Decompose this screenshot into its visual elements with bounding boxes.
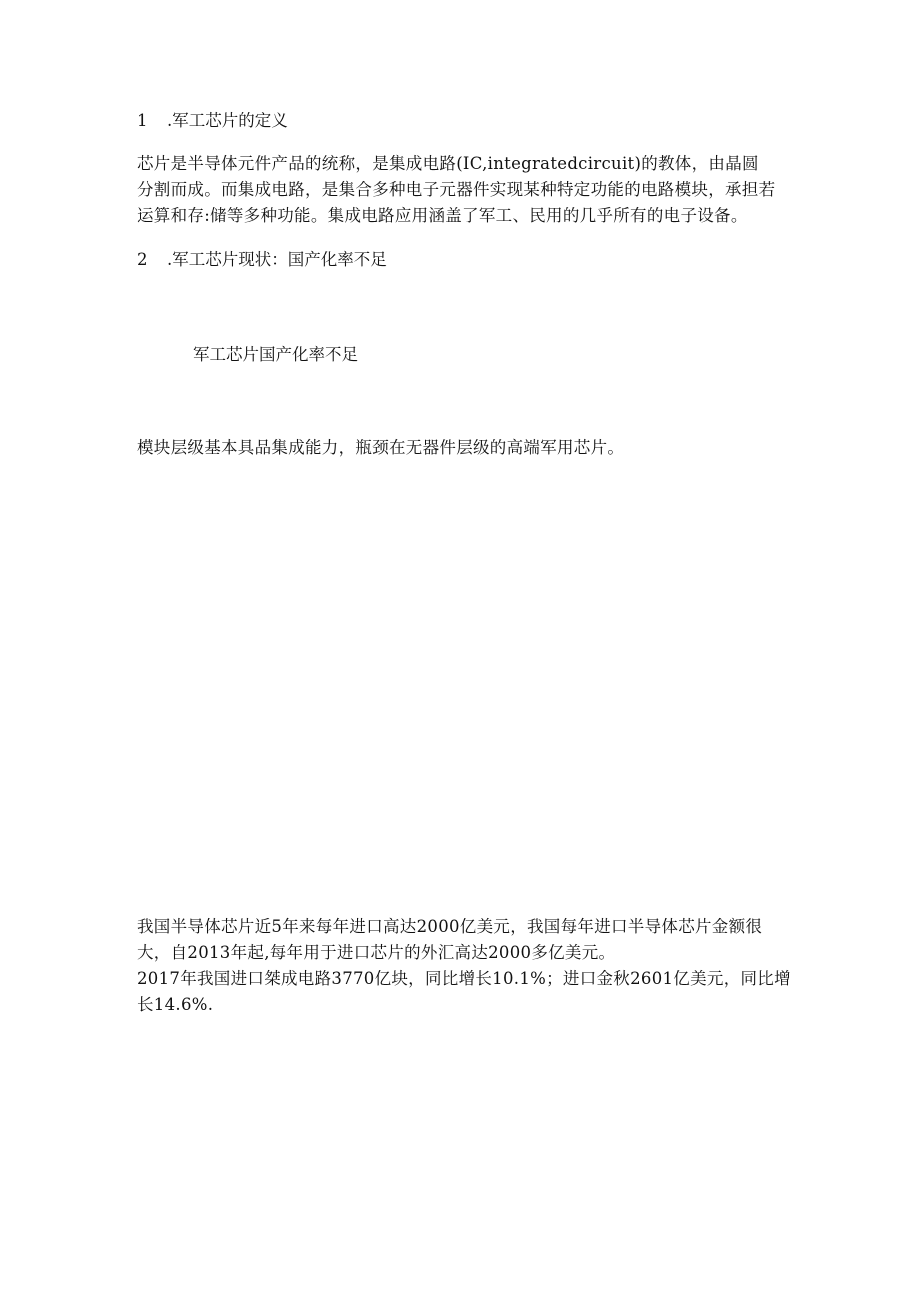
- section-1-number: 1: [137, 111, 148, 130]
- imports-line-3: 2017年我国进口桀成电路3770亿块，同比增长10.1%；进口金秋2601亿美元，同比增: [137, 969, 791, 988]
- figure-caption: 军工芯片国产化率不足: [193, 345, 358, 364]
- imports-line-2: 大，自2013年起,每年用于进口芯片的外汇高达2000多亿美元。: [137, 943, 616, 962]
- section-2-heading: [137, 247, 387, 273]
- section-2-title: .军工芯片现状：国产化率不足: [167, 250, 387, 269]
- section-1-title: .军工芯片的定义: [167, 111, 288, 130]
- summary-line: 模块层级基本具品集成能力，瓶颈在无器件层级的高端军用芯片。: [137, 438, 625, 457]
- section-2-number: 2: [137, 250, 148, 269]
- definition-line-3: 运算和存:储等多种功能。集成电路应用涵盖了军工、民用的几乎所有的电子设备。: [137, 206, 748, 225]
- imports-line-4: 长14.6%.: [137, 995, 214, 1014]
- definition-line-1: 芯片是半导体元件产品的统称，是集成电路(IC,integratedcircuit)的教体，由晶圆: [137, 154, 759, 173]
- definition-line-2: 分割而成。而集成电路，是集合多种电子元器件实现某种特定功能的电路模块，承担若: [137, 180, 776, 199]
- section-1-heading: [137, 108, 288, 134]
- imports-line-1: 我国半导体芯片近5年来每年进口高达2000亿美元，我国每年进口半导体芯片金额很: [137, 917, 763, 936]
